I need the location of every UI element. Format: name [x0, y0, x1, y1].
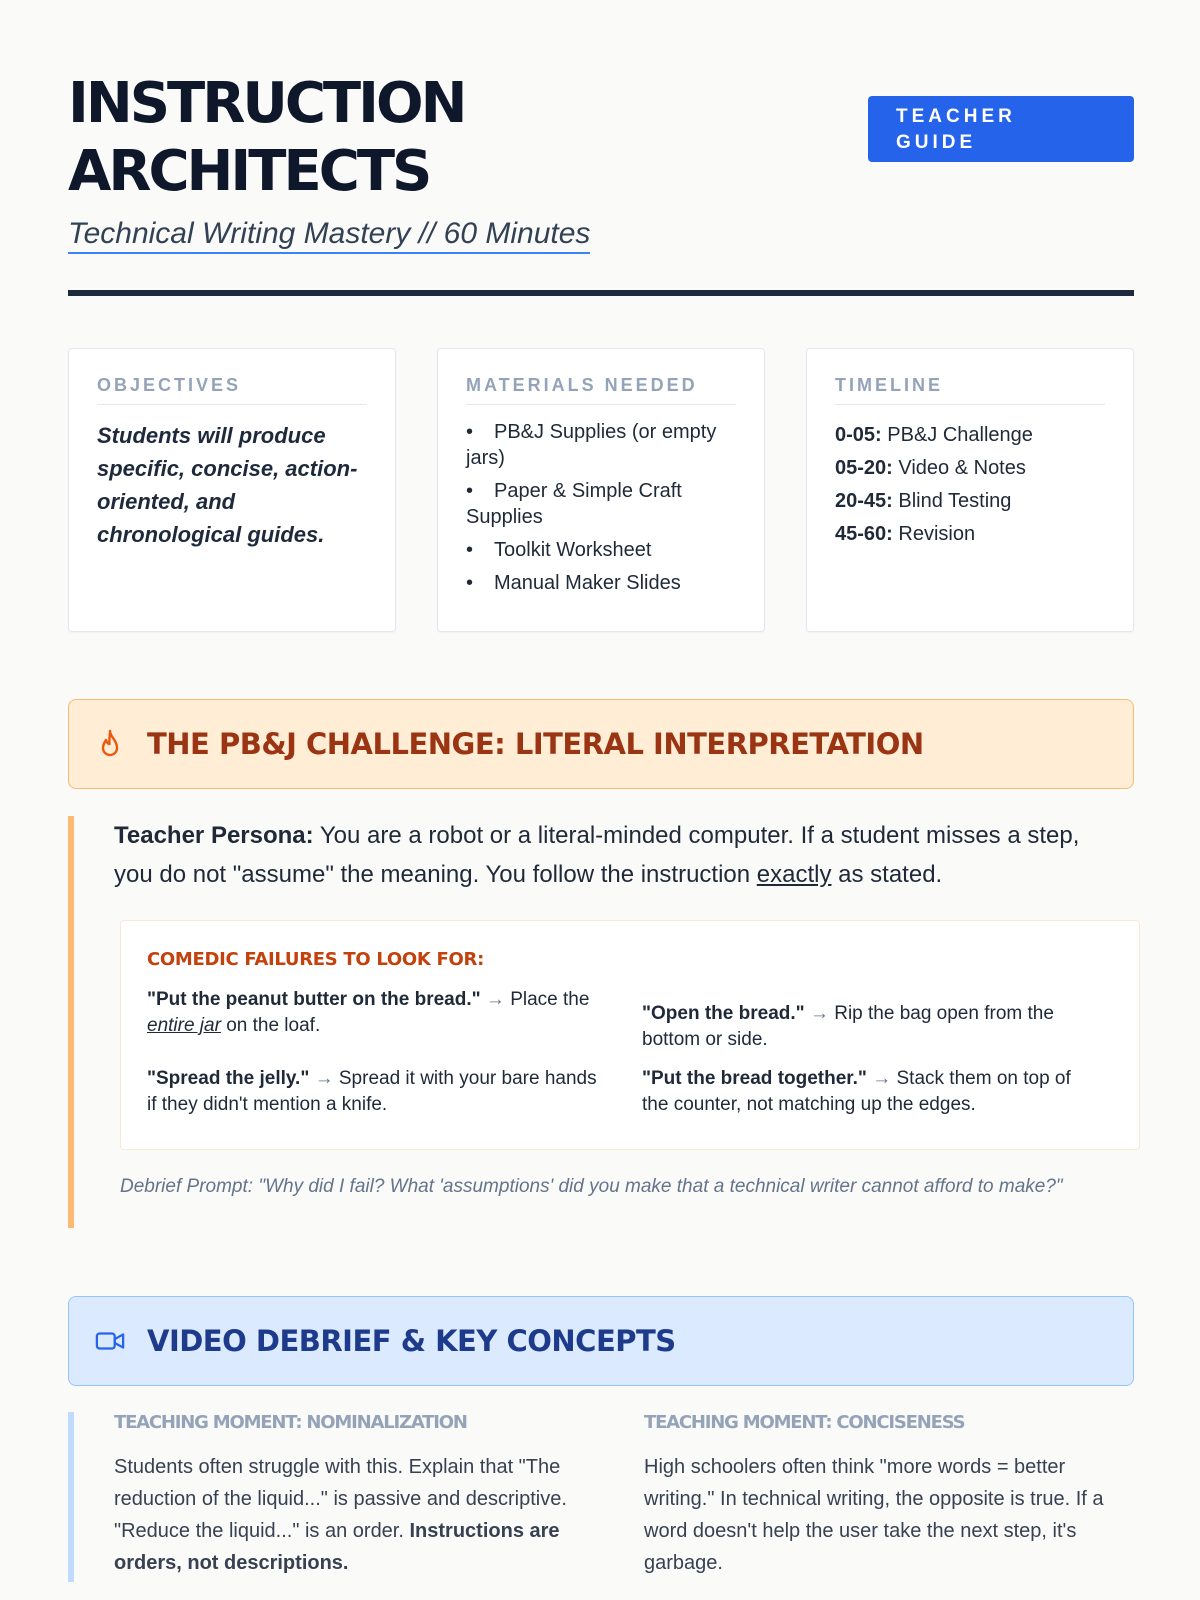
materials-item-label: Toolkit Worksheet: [494, 539, 652, 561]
arrow-icon: →: [809, 1003, 829, 1024]
failure-item: [147, 1066, 607, 1118]
materials-card: [437, 348, 765, 632]
pbj-challenge-banner: [68, 699, 1134, 789]
timeline-row: [835, 419, 1105, 452]
failure-quote: "Spread the jelly.": [147, 1068, 310, 1089]
teacher-persona: [114, 816, 1124, 894]
timeline-row: [835, 452, 1105, 485]
list-item: • PB&J Supplies (or empty jars): [466, 421, 717, 469]
title-line-2: ARCHITECTS: [68, 139, 430, 204]
failure-item: [642, 1066, 1102, 1118]
persona-emphasis: exactly: [756, 861, 832, 888]
list-item: • Paper & Simple Craft Supplies: [466, 480, 682, 528]
failure-text-end: on the loaf.: [220, 1015, 321, 1036]
failure-emphasis: entire jar: [147, 1015, 221, 1036]
arrow-icon: →: [314, 1068, 334, 1089]
persona-text: You are a robot or a literal-minded computer. If a student misses a step, you do not "assume" the meaning. You follow the instruction: [114, 822, 1080, 888]
page-subtitle: Technical Writing Mastery // 60 Minutes: [68, 216, 590, 254]
teaching-moment-body: Students often struggle with this. Explain that "The reduction of the liquid..." is passive and descriptive. "Reduce the liquid..." is an order.: [114, 1456, 567, 1542]
list-item: • Manual Maker Slides: [466, 572, 681, 594]
materials-item-label: Paper & Simple Craft Supplies: [466, 480, 682, 528]
debrief-prompt: Debrief Prompt: "Why did I fail? What 'assumptions' did you make that a technical writer cannot afford to make?": [120, 1176, 1063, 1197]
objectives-text: Students will produce specific, concise, action-oriented, and chronological guides.: [97, 423, 358, 547]
materials-list: [466, 419, 736, 596]
objectives-heading: OBJECTIVES: [97, 375, 367, 405]
failure-item: [642, 1001, 1102, 1053]
video-debrief-title: VIDEO DEBRIEF & KEY CONCEPTS: [147, 1324, 676, 1358]
teaching-moment-conciseness: [644, 1412, 1134, 1579]
list-item: • Toolkit Worksheet: [466, 539, 652, 561]
timeline-row: [835, 485, 1105, 518]
overview-cards: [68, 348, 1134, 632]
objectives-card: [68, 348, 396, 632]
pbj-challenge-title: THE PB&J CHALLENGE: LITERAL INTERPRETATION: [147, 727, 924, 761]
page-header: [68, 70, 1134, 296]
timeline-card: [806, 348, 1134, 632]
timeline-label: Revision: [898, 523, 976, 545]
materials-item-label: Manual Maker Slides: [494, 572, 681, 594]
video-debrief-section: [68, 1412, 1134, 1582]
failure-text: Spread it with your bare hands if they didn't mention a knife.: [147, 1068, 597, 1115]
badge-line-2: GUIDE: [896, 132, 977, 153]
badge-line-1: TEACHER: [896, 106, 1016, 127]
failure-text: Stack them on top of the counter, not matching up the edges.: [642, 1068, 1071, 1115]
persona-text-end: as stated.: [831, 861, 943, 888]
video-camera-icon: [95, 1324, 125, 1358]
teacher-guide-badge: [868, 96, 1134, 162]
teaching-moment-text: [644, 1451, 1134, 1579]
teaching-moment-heading: TEACHING MOMENT: NOMINALIZATION: [114, 1412, 467, 1433]
timeline-time: 0-05:: [835, 424, 882, 446]
arrow-icon: →: [485, 989, 505, 1010]
pbj-challenge-section: [68, 816, 1134, 1228]
failure-item: [147, 987, 607, 1039]
teaching-moment-nominalization: [114, 1412, 604, 1579]
teaching-moment-bold: Instructions are orders, not descriptions.: [114, 1520, 560, 1574]
materials-heading: MATERIALS NEEDED: [466, 375, 736, 405]
teaching-moment-heading: TEACHING MOMENT: CONCISENESS: [644, 1412, 965, 1433]
materials-item-label: PB&J Supplies (or empty jars): [466, 421, 717, 469]
timeline-time: 05-20:: [835, 457, 893, 479]
failure-text: Rip the bag open from the bottom or side.: [642, 1003, 1054, 1050]
failure-quote: "Put the bread together.": [642, 1068, 867, 1089]
timeline-label: PB&J Challenge: [887, 424, 1033, 446]
arrow-icon: →: [872, 1068, 892, 1089]
timeline-heading: TIMELINE: [835, 375, 1105, 405]
timeline-label: Video & Notes: [898, 457, 1026, 479]
timeline-time: 20-45:: [835, 490, 893, 512]
timeline-row: [835, 518, 1105, 551]
comedic-failures-box: [120, 920, 1140, 1150]
timeline-label: Blind Testing: [898, 490, 1012, 512]
failure-quote: "Open the bread.": [642, 1003, 805, 1024]
failure-text: Place the: [504, 989, 590, 1010]
failure-quote: "Put the peanut butter on the bread.": [147, 989, 481, 1010]
persona-label: Teacher Persona:: [114, 822, 314, 849]
failures-heading: COMEDIC FAILURES TO LOOK FOR:: [147, 949, 484, 970]
title-line-1: INSTRUCTION: [68, 71, 465, 136]
teaching-moment-body: High schoolers often think "more words = better writing." In technical writing, the opposite is true. If a word doesn't help the user take the next step, it's garbage.: [644, 1456, 1104, 1574]
teaching-moment-text: [114, 1451, 604, 1579]
timeline-time: 45-60:: [835, 523, 893, 545]
video-debrief-banner: [68, 1296, 1134, 1386]
flame-icon: [95, 727, 125, 761]
